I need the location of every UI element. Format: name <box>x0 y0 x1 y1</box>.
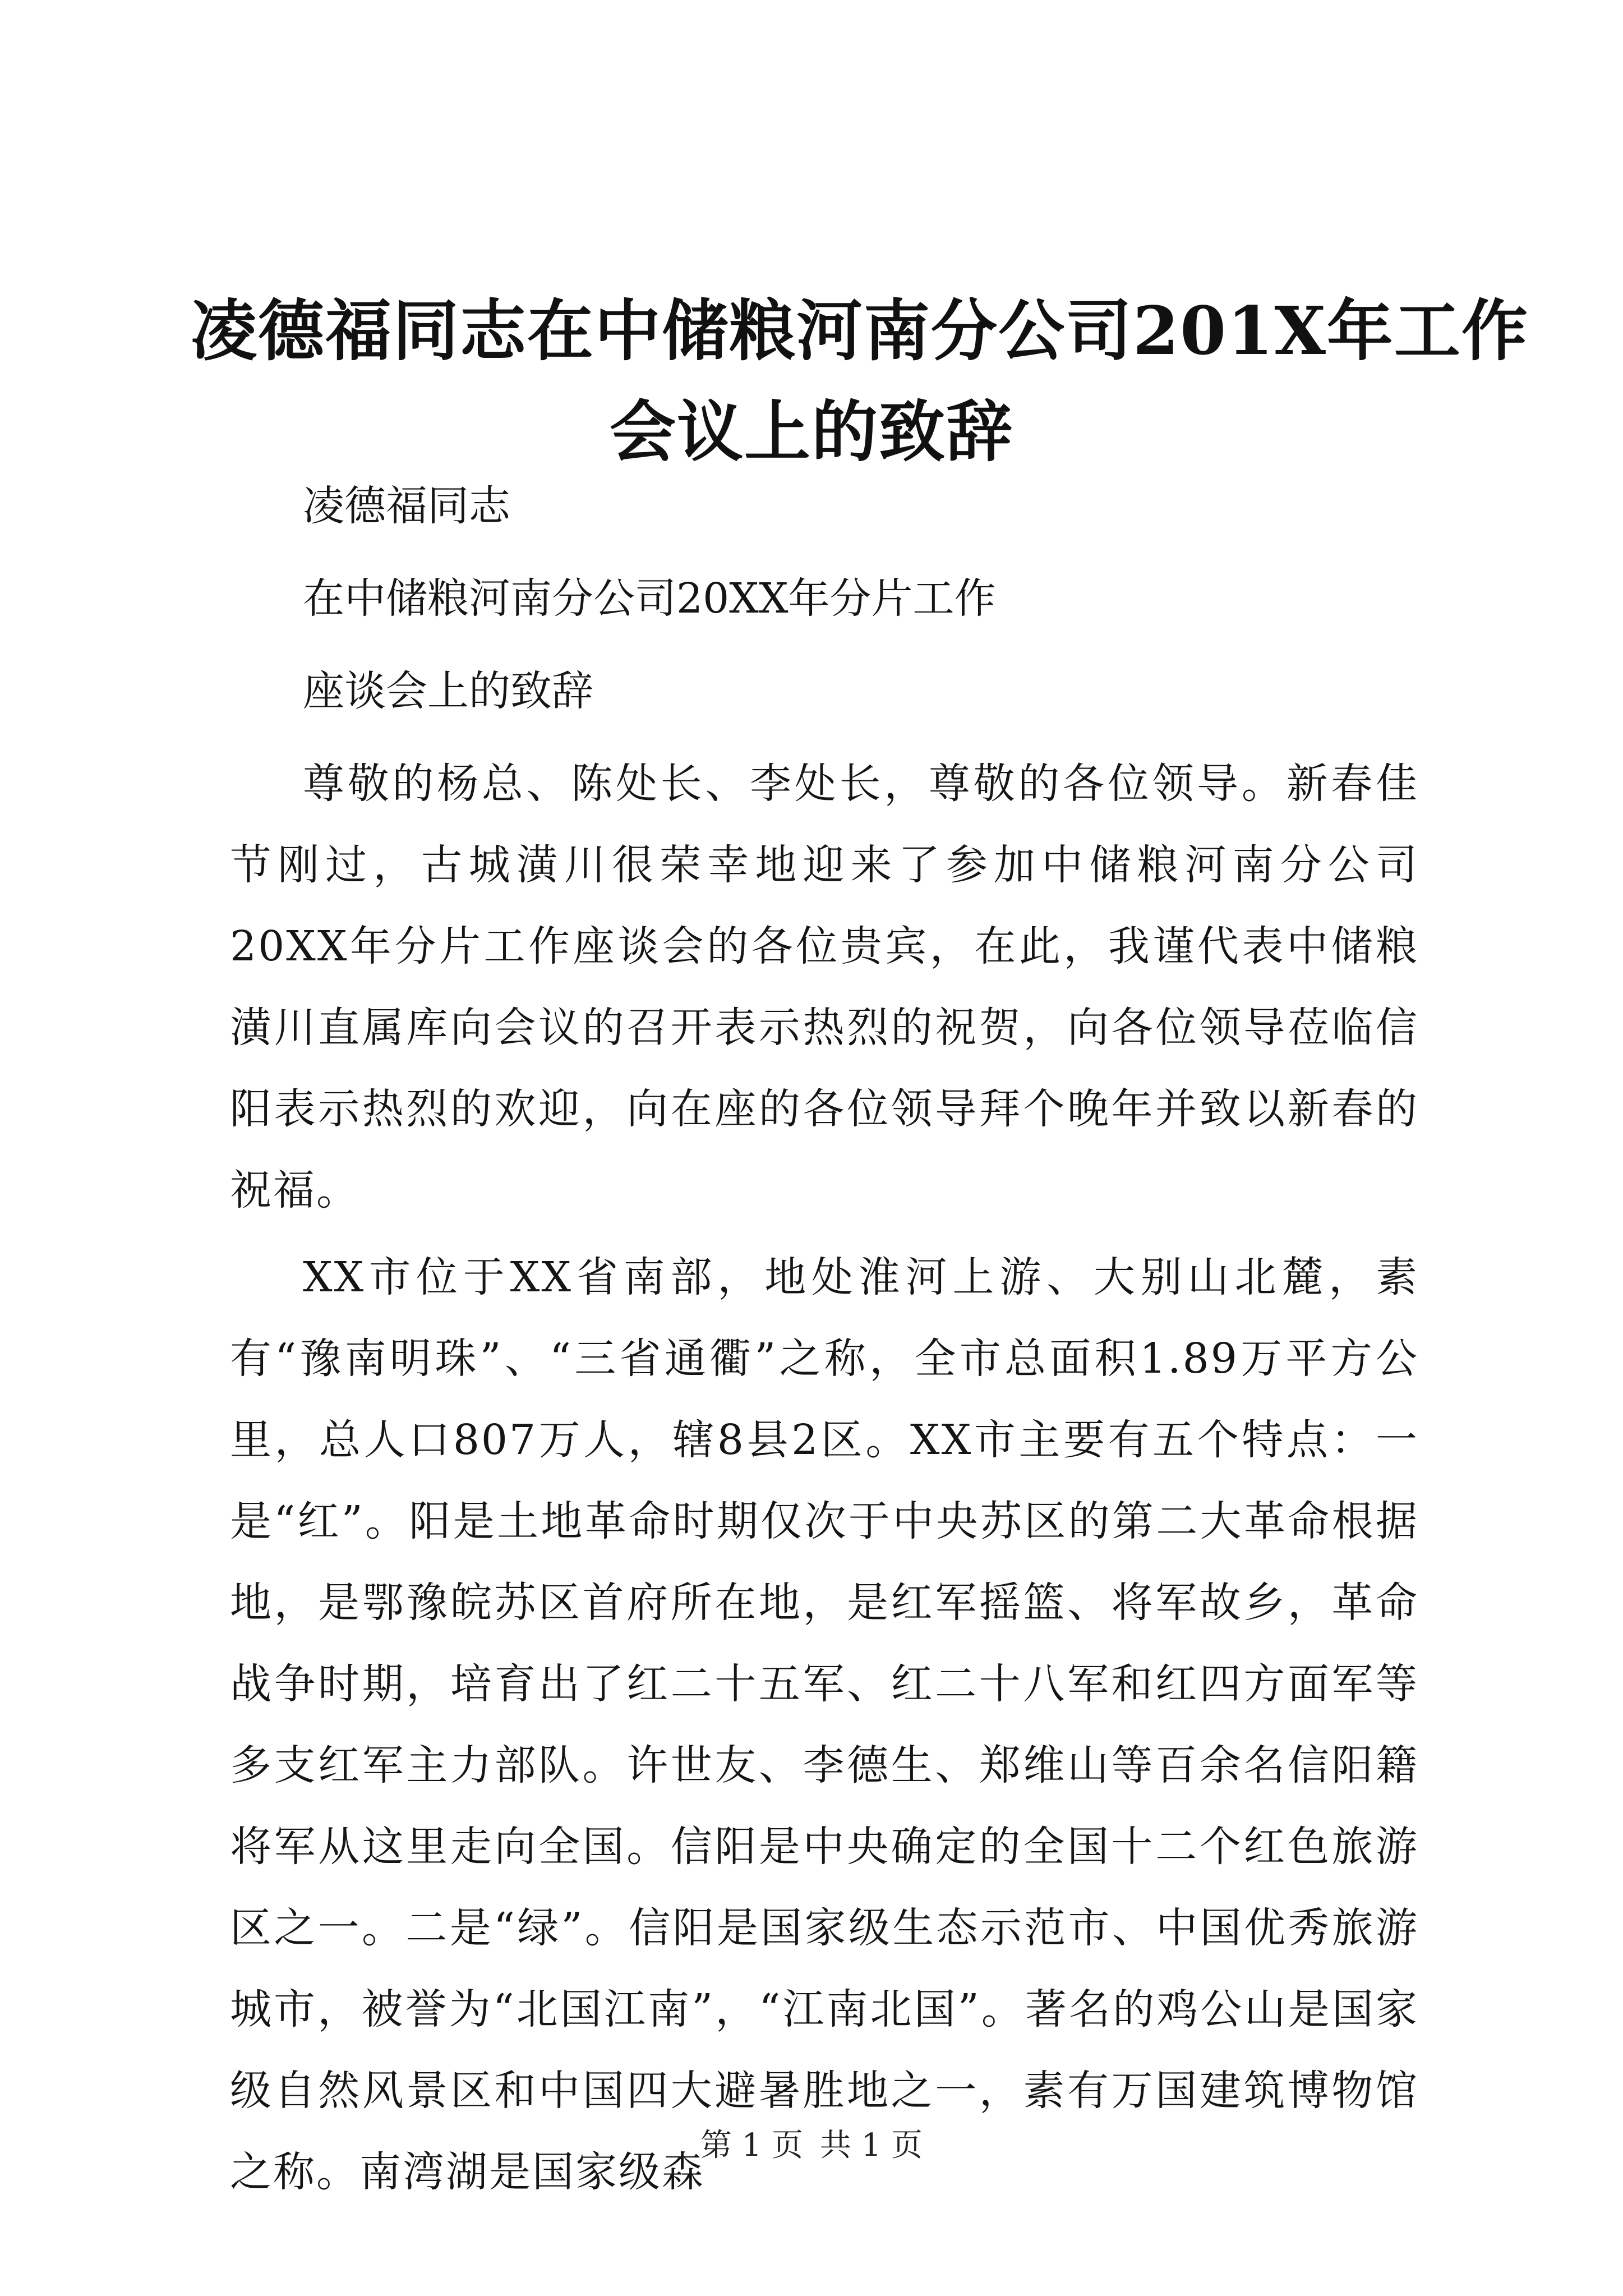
document-title <box>191 280 1529 482</box>
meeting-name: 在中储粮河南分公司20XX年分片工作 <box>303 574 996 623</box>
page-total: 共 1 页 <box>819 2127 923 2164</box>
paragraph-greeting: 尊敬的杨总、陈处长、李处长，尊敬的各位领导。新春佳节刚过，古城潢川很荣幸地迎来了参加中储粮河南分公司20XX年分片工作座谈会的各位贵宾，在此，我谨代表中储粮潢川直属库向会议的召开表示热烈的祝贺，向各位领导莅临信阳表示热烈的欢迎，向在座的各位领导拜个晚年并致以新春的祝福。 <box>230 760 1419 1214</box>
page-number: 第 1 页 <box>700 2127 804 2164</box>
speech-type: 座谈会上的致辞 <box>303 667 593 715</box>
paragraph-city-intro: XX市位于XX省南部，地处淮河上游、大别山北麓，素有“豫南明珠”、“三省通衢”之称，全市总面积1.89万平方公里，总人口807万人，辖8县2区。XX市主要有五个特点：一是“红”。阳是土地革命时期仅次于中央苏区的第二大革命根据地，是鄂豫皖苏区首府所在地，是红军摇篮、将军故乡，革命战争时期，培育出了红二十五军、红二十八军和红四方面军等多支红军主力部队。许世友、李德生、郑维山等百余名信阳籍将军从这里走向全国。信阳是中央确定的全国十二个红色旅游区之一。二是“绿”。信阳是国家级生态示范市、中国优秀旅游城市，被誉为“北国江南”，“江南北国”。著名的鸡公山是国家级自然风景区和中国四大避暑胜地之一，素有万国建筑博物馆之称。南湾湖是国家级森 <box>230 1253 1419 2196</box>
speaker-name: 凌德福同志 <box>303 482 510 530</box>
title-line-2: 会议上的致辞 <box>609 393 1013 471</box>
document-body <box>230 466 1419 2219</box>
page-footer <box>0 2120 1623 2165</box>
title-line-1: 凌德福同志在中储粮河南分公司201X年工作 <box>191 292 1529 370</box>
